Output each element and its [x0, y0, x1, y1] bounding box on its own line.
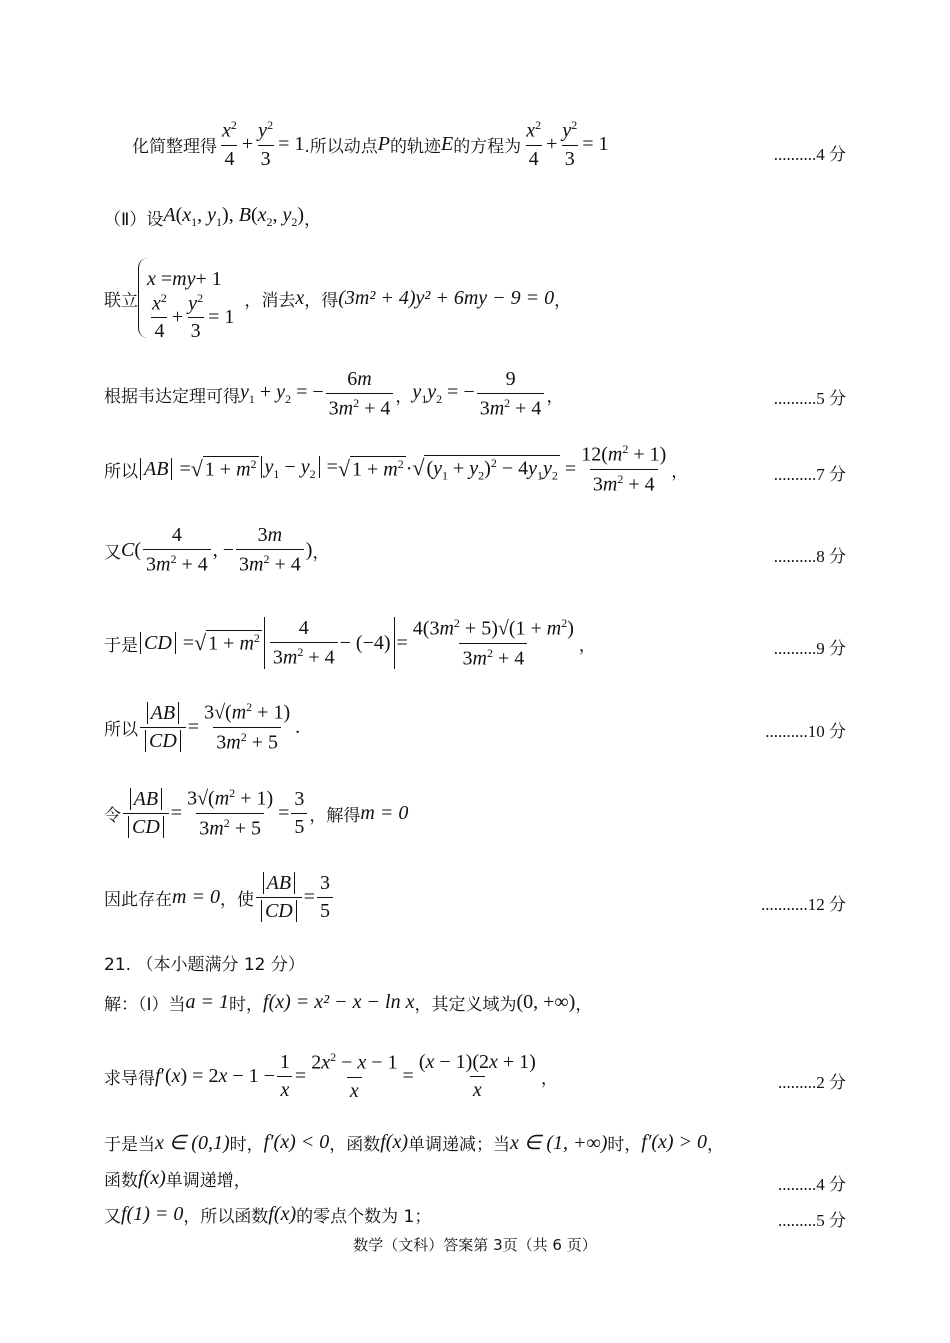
question-title	[104, 950, 846, 975]
line-9: 令 $\frac{AB}{CD}$ = $\frac{3√(m^2 + 1)}{3m^2 + 5}$ = $\frac{3}{5}$ ，解得 m = 0	[104, 786, 409, 840]
math: a = 1	[185, 991, 230, 1013]
text: 单调递减；当	[408, 1135, 511, 1155]
line-12: 求导得 f′(x) = 2x − 1 − $\frac{1}{x}$ = $\frac{2x^2 - x - 1}{x}$ = $\frac{(x - 1)(2x + 1)}{x}$ ，	[104, 1050, 558, 1102]
fraction: $\frac{y^2}{3}$	[258, 118, 274, 170]
text: ，消去	[244, 290, 296, 311]
text: 又	[104, 542, 121, 563]
text: .所以动点	[304, 136, 378, 157]
score: ..........7 分	[773, 465, 846, 484]
line-3	[104, 258, 846, 343]
text: 解：（Ⅰ）当	[104, 995, 186, 1015]
text: 因此存在	[104, 890, 172, 910]
math: f′(x) > 0	[641, 1131, 708, 1153]
text: 令	[104, 805, 121, 826]
text: ，函数	[329, 1135, 381, 1155]
fraction: $\frac{x^2}{4}$	[222, 118, 237, 170]
var: x	[295, 286, 305, 309]
line-5: 所以 AB = √ $1 + m^2$ $y_1 - y_2$ = √ $1 + m^2$ · √ $(y_1 + y_2)^2 - 4y_1y_2$ = $\frac{12(m^2 + 1)}{3m^2 + 4}$ ，	[104, 442, 689, 496]
text: 又	[104, 1207, 121, 1227]
text: 21. （本小题满分 12 分）	[104, 955, 305, 975]
math: f(1) = 0	[121, 1203, 184, 1225]
text: 的轨迹	[389, 136, 441, 157]
line-4: 根据韦达定理可得 $y_1 + y_2$ = − $\frac{6m}{3m^2 + 4}$ ， $y_1y_2$ = − $\frac{9}{3m^2 + 4}$ ，	[104, 368, 564, 420]
line-2: （Ⅱ）设 $A(x_1$, $y_1$), $B(x_2$, $y_2$) ，	[104, 204, 322, 230]
line-7: 于是 CD = √ $1 + m^2$ $\frac{4}{3m^2 + 4}$ − (−4) = $\frac{4(3m^2 + 5)√(1 + m^2)}{3m^2 + 4}$ ，	[104, 616, 596, 670]
equation: (3m² + 4)y² + 6my − 9 = 0	[338, 286, 555, 309]
text: ，	[707, 1135, 725, 1155]
math: x ∈ (1, +∞)	[510, 1132, 608, 1154]
fraction: $\frac{y^2}{3}$	[562, 118, 578, 170]
text: 于是	[104, 635, 138, 656]
text: 的零点个数为 1；	[296, 1207, 432, 1227]
text: 于是当	[104, 1135, 155, 1155]
math: x ∈ (0,1)	[155, 1132, 230, 1154]
score: .........2 分	[778, 1073, 846, 1092]
math: f(x)	[268, 1203, 297, 1225]
score: .........4 分	[778, 1175, 846, 1194]
text: 所以	[104, 719, 138, 740]
text: ，其定义域为	[414, 995, 517, 1015]
fraction: $\frac{x^2}{4}$	[526, 118, 542, 170]
text: （Ⅱ）设	[104, 209, 164, 230]
result: m = 0	[172, 886, 220, 908]
score: ..........9 分	[773, 639, 846, 658]
line-15	[104, 1202, 846, 1227]
line-8: 所以 $\frac{AB}{CD}$ = $\frac{3√(m^2 + 1)}{3m^2 + 5}$ .	[104, 700, 301, 754]
text: 所以	[104, 461, 138, 482]
score: ..........5 分	[773, 389, 846, 408]
var: P	[377, 132, 390, 155]
text: 联立	[104, 290, 138, 311]
text: 时，	[229, 1135, 264, 1155]
text: 时，	[229, 995, 264, 1015]
text: ，	[554, 290, 572, 311]
math: (0, +∞)	[516, 991, 576, 1013]
page-footer: 数学（文科）答案第 3页（共 6 页）	[353, 1236, 597, 1254]
text: ，解得	[309, 805, 361, 826]
text: ，	[575, 995, 593, 1015]
text: 单调递增，	[165, 1171, 251, 1191]
math: f(x)	[138, 1167, 166, 1189]
score: ..........10 分	[765, 722, 846, 741]
equation-system: x = my + 1 $\frac{x^2}{4}$ + $\frac{y^2}{3}$ = 1	[138, 258, 234, 338]
math: f′(x) < 0	[263, 1131, 330, 1153]
math: f(x)	[380, 1131, 409, 1153]
text: ，使	[219, 890, 254, 910]
text: 时，	[607, 1135, 642, 1155]
line-13	[104, 1130, 846, 1155]
line-14	[104, 1166, 846, 1191]
text: 化简整理得	[132, 136, 217, 157]
text: 函数	[104, 1171, 138, 1191]
text: 求导得	[104, 1068, 155, 1089]
score: .........5 分	[778, 1211, 846, 1230]
text: 根据韦达定理可得	[104, 386, 240, 407]
math: f(x) = x² − x − ln x	[263, 991, 415, 1013]
result: m = 0	[360, 801, 409, 824]
text: ，所以函数	[183, 1207, 269, 1227]
line-6: 又 C( $\frac{4}{3m^2 + 4}$ , − $\frac{3m}{3m^2 + 4}$ ) ，	[104, 524, 330, 576]
score: ..........4 分	[773, 145, 846, 164]
var: E	[440, 132, 454, 155]
line-10: 因此存在 m = 0 ，使 $\frac{AB}{CD}$ = $\frac{3}{5}$	[104, 872, 846, 923]
score: ..........8 分	[773, 547, 846, 566]
line-11	[104, 990, 846, 1015]
text: 的方程为	[453, 136, 522, 157]
line-1: 化简整理得 $\frac{x^2}{4}$ + $\frac{y^2}{3}$ = 1 .所以动点 P 的轨迹 E 的方程为 $\frac{x^2}{4}$ + $\frac{y^2}{3}$ = 1	[132, 118, 609, 170]
score: ...........12 分	[761, 895, 846, 914]
text: ，得	[304, 290, 339, 311]
